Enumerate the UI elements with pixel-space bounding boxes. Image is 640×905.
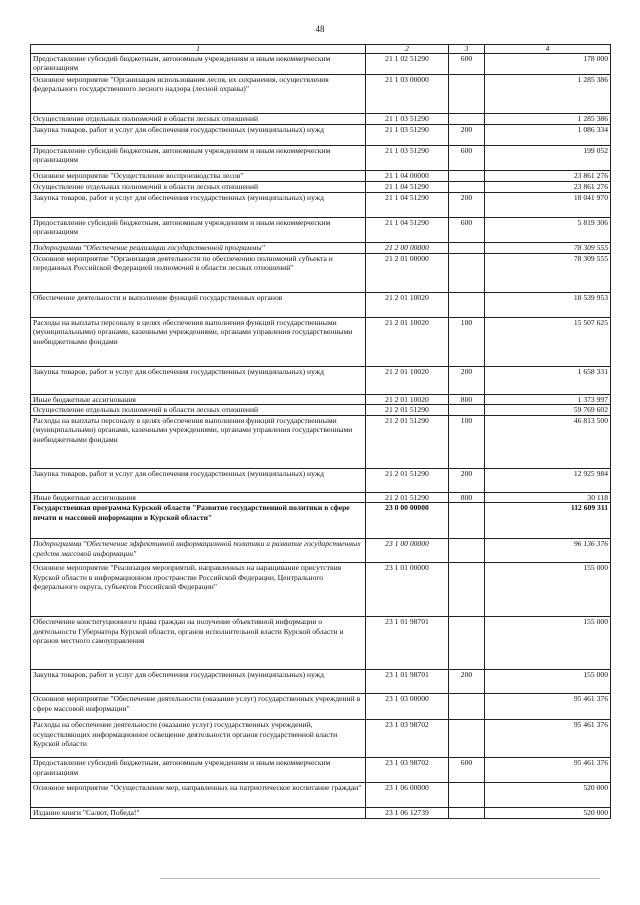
row-type-cell: 200 bbox=[449, 193, 485, 218]
table-row bbox=[31, 395, 611, 405]
row-name-cell: Расходы на выплаты персоналу в целях обеспечения выполнения функций государственными (муниципальными) органами, казенными учреждениями, органами управления государственными внебюджетными фондами bbox=[31, 415, 366, 468]
row-type-cell: 600 bbox=[449, 146, 485, 171]
table-row bbox=[31, 758, 611, 783]
row-code-cell: 21 2 01 51290 bbox=[366, 405, 449, 415]
row-amount-cell: 95 461 376 bbox=[485, 720, 611, 758]
table-row bbox=[31, 694, 611, 720]
row-code-cell: 23 1 01 00000 bbox=[366, 563, 449, 617]
row-type-cell bbox=[449, 405, 485, 415]
budget-table bbox=[30, 44, 611, 819]
header-col-amount: 4 bbox=[485, 45, 611, 54]
row-amount-cell: 78 309 555 bbox=[485, 243, 611, 254]
row-code-cell: 21 1 03 51290 bbox=[366, 125, 449, 146]
table-row bbox=[31, 492, 611, 502]
row-name-cell: Предоставление субсидий бюджетным, автономным учреждениям и иным некоммерческим организациям bbox=[31, 146, 366, 171]
row-name-cell: Подпрограмма "Обеспечение реализации государственной программы" bbox=[31, 243, 366, 254]
row-code-cell: 21 1 04 00000 bbox=[366, 171, 449, 182]
row-code-cell: 21 2 01 51290 bbox=[366, 492, 449, 502]
row-amount-cell: 1 285 386 bbox=[485, 75, 611, 114]
row-name-cell: Расходы на выплаты персоналу в целях обеспечения выполнения функций государственными (муниципальными) органами, казенными учреждениями, органами управления государственными внебюджетными фондами bbox=[31, 318, 366, 367]
row-type-cell: 600 bbox=[449, 218, 485, 243]
row-type-cell bbox=[449, 563, 485, 617]
row-amount-cell: 95 461 376 bbox=[485, 758, 611, 783]
row-type-cell bbox=[449, 171, 485, 182]
table-row bbox=[31, 293, 611, 318]
table-row bbox=[31, 539, 611, 563]
row-name-cell: Иные бюджетные ассигнования bbox=[31, 492, 366, 502]
row-amount-cell: 1 285 386 bbox=[485, 114, 611, 125]
row-amount-cell: 95 461 376 bbox=[485, 694, 611, 720]
table-row bbox=[31, 503, 611, 539]
row-name-cell: Осуществление отдельных полномочий в области лесных отношений bbox=[31, 114, 366, 125]
header-col-code: 2 bbox=[366, 45, 449, 54]
row-name-cell: Основное мероприятие "Обеспечение деятельности (оказание услуг) государственных учреждений в сфере массовой информации" bbox=[31, 694, 366, 720]
row-name-cell: Обеспечение деятельности и выполнение функций государственных органов bbox=[31, 293, 366, 318]
table-row bbox=[31, 783, 611, 808]
row-amount-cell: 59 769 602 bbox=[485, 405, 611, 415]
table-row bbox=[31, 243, 611, 254]
row-amount-cell: 178 000 bbox=[485, 54, 611, 75]
row-amount-cell: 96 136 376 bbox=[485, 539, 611, 563]
row-name-cell: Предоставление субсидий бюджетным, автономным учреждениям и иным некоммерческим организациям bbox=[31, 218, 366, 243]
row-type-cell: 800 bbox=[449, 395, 485, 405]
row-amount-cell: 155 000 bbox=[485, 617, 611, 670]
row-name-cell: Издание книги "Салют, Победа!" bbox=[31, 808, 366, 818]
row-type-cell: 100 bbox=[449, 318, 485, 367]
row-name-cell: Предоставление субсидий бюджетным, автономным учреждениям и иным некоммерческим организациям bbox=[31, 54, 366, 75]
row-type-cell bbox=[449, 254, 485, 293]
row-name-cell: Подпрограмма "Обеспечение эффективной информационной политики и развитие государственных средств массовой информации" bbox=[31, 539, 366, 563]
row-amount-cell: 46 813 500 bbox=[485, 415, 611, 468]
table-header-row bbox=[31, 45, 611, 54]
row-type-cell bbox=[449, 75, 485, 114]
row-name-cell: Основное мероприятие "Реализация мероприятий, направленных на наращивание присутствия Курской области в информационном пространстве Российской Федерации, Центрального федерального округа, субъектов Российской Федерации" bbox=[31, 563, 366, 617]
table-row bbox=[31, 468, 611, 492]
row-name-cell: Закупка товаров, работ и услуг для обеспечения государственных (муниципальных) нужд bbox=[31, 125, 366, 146]
row-type-cell: 200 bbox=[449, 125, 485, 146]
table-row bbox=[31, 114, 611, 125]
row-code-cell: 21 1 03 51290 bbox=[366, 114, 449, 125]
row-amount-cell: 18 041 970 bbox=[485, 193, 611, 218]
row-code-cell: 23 1 03 00000 bbox=[366, 694, 449, 720]
row-type-cell bbox=[449, 617, 485, 670]
row-amount-cell: 155 000 bbox=[485, 563, 611, 617]
row-type-cell bbox=[449, 783, 485, 808]
page-number: 48 bbox=[315, 24, 325, 34]
row-amount-cell: 1 658 331 bbox=[485, 367, 611, 395]
table-row bbox=[31, 617, 611, 670]
row-type-cell bbox=[449, 114, 485, 125]
row-amount-cell: 199 052 bbox=[485, 146, 611, 171]
row-name-cell: Закупка товаров, работ и услуг для обеспечения государственных (муниципальных) нужд bbox=[31, 367, 366, 395]
row-amount-cell: 12 925 984 bbox=[485, 468, 611, 492]
row-code-cell: 23 1 06 00000 bbox=[366, 783, 449, 808]
header-col-name: 1 bbox=[31, 45, 366, 54]
row-amount-cell: 1 373 997 bbox=[485, 395, 611, 405]
row-amount-cell: 23 861 276 bbox=[485, 182, 611, 193]
row-code-cell: 21 2 01 51290 bbox=[366, 415, 449, 468]
row-amount-cell: 78 309 555 bbox=[485, 254, 611, 293]
table-row bbox=[31, 146, 611, 171]
row-code-cell: 21 1 03 00000 bbox=[366, 75, 449, 114]
row-amount-cell: 23 861 276 bbox=[485, 171, 611, 182]
table-row bbox=[31, 254, 611, 293]
table-row bbox=[31, 405, 611, 415]
row-name-cell: Основное мероприятие "Организация деятельности по обеспечению полномочий субъекта и переданных Российской Федерацией полномочий в области лесных отношений" bbox=[31, 254, 366, 293]
row-name-cell: Осуществление отдельных полномочий в области лесных отношений bbox=[31, 182, 366, 193]
row-name-cell: Закупка товаров, работ и услуг для обеспечения государственных (муниципальных) нужд bbox=[31, 193, 366, 218]
row-code-cell: 21 2 01 10020 bbox=[366, 293, 449, 318]
row-code-cell: 21 2 00 00000 bbox=[366, 243, 449, 254]
row-amount-cell: 520 000 bbox=[485, 808, 611, 818]
row-type-cell bbox=[449, 720, 485, 758]
row-code-cell: 23 1 00 00000 bbox=[366, 539, 449, 563]
row-amount-cell: 15 507 625 bbox=[485, 318, 611, 367]
row-type-cell bbox=[449, 808, 485, 818]
table-row bbox=[31, 182, 611, 193]
row-code-cell: 23 1 03 98702 bbox=[366, 758, 449, 783]
row-type-cell bbox=[449, 182, 485, 193]
row-name-cell: Основное мероприятие "Организация использования лесов, их сохранения, осуществления федерального государственного лесного надзора (лесной охраны)" bbox=[31, 75, 366, 114]
row-code-cell: 21 2 01 10020 bbox=[366, 367, 449, 395]
row-code-cell: 23 1 06 12739 bbox=[366, 808, 449, 818]
row-code-cell: 21 2 01 10020 bbox=[366, 395, 449, 405]
row-code-cell: 21 1 04 51290 bbox=[366, 182, 449, 193]
table-row bbox=[31, 720, 611, 758]
row-amount-cell: 30 118 bbox=[485, 492, 611, 502]
header-col-type: 3 bbox=[449, 45, 485, 54]
table-row bbox=[31, 318, 611, 367]
footer-rule bbox=[160, 878, 600, 879]
row-type-cell bbox=[449, 293, 485, 318]
row-name-cell: Предоставление субсидий бюджетным, автономным учреждениям и иным некоммерческим организациям bbox=[31, 758, 366, 783]
row-amount-cell: 18 539 953 bbox=[485, 293, 611, 318]
row-code-cell: 21 1 03 51290 bbox=[366, 146, 449, 171]
row-code-cell: 21 1 04 51290 bbox=[366, 193, 449, 218]
row-code-cell: 21 2 01 10020 bbox=[366, 318, 449, 367]
row-amount-cell: 5 819 306 bbox=[485, 218, 611, 243]
table-row bbox=[31, 75, 611, 114]
row-name-cell: Закупка товаров, работ и услуг для обеспечения государственных (муниципальных) нужд bbox=[31, 670, 366, 694]
table-row bbox=[31, 563, 611, 617]
table-row bbox=[31, 54, 611, 75]
row-code-cell: 21 2 01 00000 bbox=[366, 254, 449, 293]
row-type-cell: 600 bbox=[449, 54, 485, 75]
table-row bbox=[31, 218, 611, 243]
row-amount-cell: 1 086 334 bbox=[485, 125, 611, 146]
row-code-cell: 23 0 00 00000 bbox=[366, 503, 449, 539]
row-name-cell: Обеспечение конституционного права граждан на получение объективной информации о деятельности Губернатора Курской области, органов исполнительной власти Курской области и органов местного самоуправления bbox=[31, 617, 366, 670]
row-name-cell: Государственная программа Курской области "Развитие государственной политики в сфере печати и массовой информации в Курской области" bbox=[31, 503, 366, 539]
table-row bbox=[31, 125, 611, 146]
row-amount-cell: 112 609 311 bbox=[485, 503, 611, 539]
row-name-cell: Расходы на обеспечение деятельности (оказание услуг) государственных учреждений, осуществляющих информационное освещение деятельности органов государственной власти Курской области bbox=[31, 720, 366, 758]
row-type-cell bbox=[449, 694, 485, 720]
row-type-cell: 200 bbox=[449, 468, 485, 492]
row-name-cell: Основное мероприятие "Осуществление мер, направленных на патриотическое воспитание граждан" bbox=[31, 783, 366, 808]
table-row bbox=[31, 670, 611, 694]
row-amount-cell: 155 000 bbox=[485, 670, 611, 694]
table-row bbox=[31, 171, 611, 182]
table-row bbox=[31, 808, 611, 818]
row-type-cell: 100 bbox=[449, 415, 485, 468]
row-type-cell bbox=[449, 539, 485, 563]
row-code-cell: 23 1 01 98701 bbox=[366, 617, 449, 670]
table-row bbox=[31, 367, 611, 395]
row-code-cell: 23 1 03 98702 bbox=[366, 720, 449, 758]
row-code-cell: 21 1 04 51290 bbox=[366, 218, 449, 243]
row-type-cell bbox=[449, 243, 485, 254]
row-code-cell: 23 1 01 98701 bbox=[366, 670, 449, 694]
row-type-cell: 200 bbox=[449, 670, 485, 694]
row-name-cell: Основное мероприятие "Осуществление воспроизводства лесов" bbox=[31, 171, 366, 182]
row-type-cell: 600 bbox=[449, 758, 485, 783]
row-name-cell: Закупка товаров, работ и услуг для обеспечения государственных (муниципальных) нужд bbox=[31, 468, 366, 492]
row-type-cell: 800 bbox=[449, 492, 485, 502]
row-code-cell: 21 1 02 51290 bbox=[366, 54, 449, 75]
table-row bbox=[31, 193, 611, 218]
row-code-cell: 21 2 01 51290 bbox=[366, 468, 449, 492]
row-name-cell: Иные бюджетные ассигнования bbox=[31, 395, 366, 405]
row-type-cell bbox=[449, 503, 485, 539]
row-name-cell: Осуществление отдельных полномочий в области лесных отношений bbox=[31, 405, 366, 415]
row-type-cell: 200 bbox=[449, 367, 485, 395]
table-row bbox=[31, 415, 611, 468]
row-amount-cell: 520 000 bbox=[485, 783, 611, 808]
